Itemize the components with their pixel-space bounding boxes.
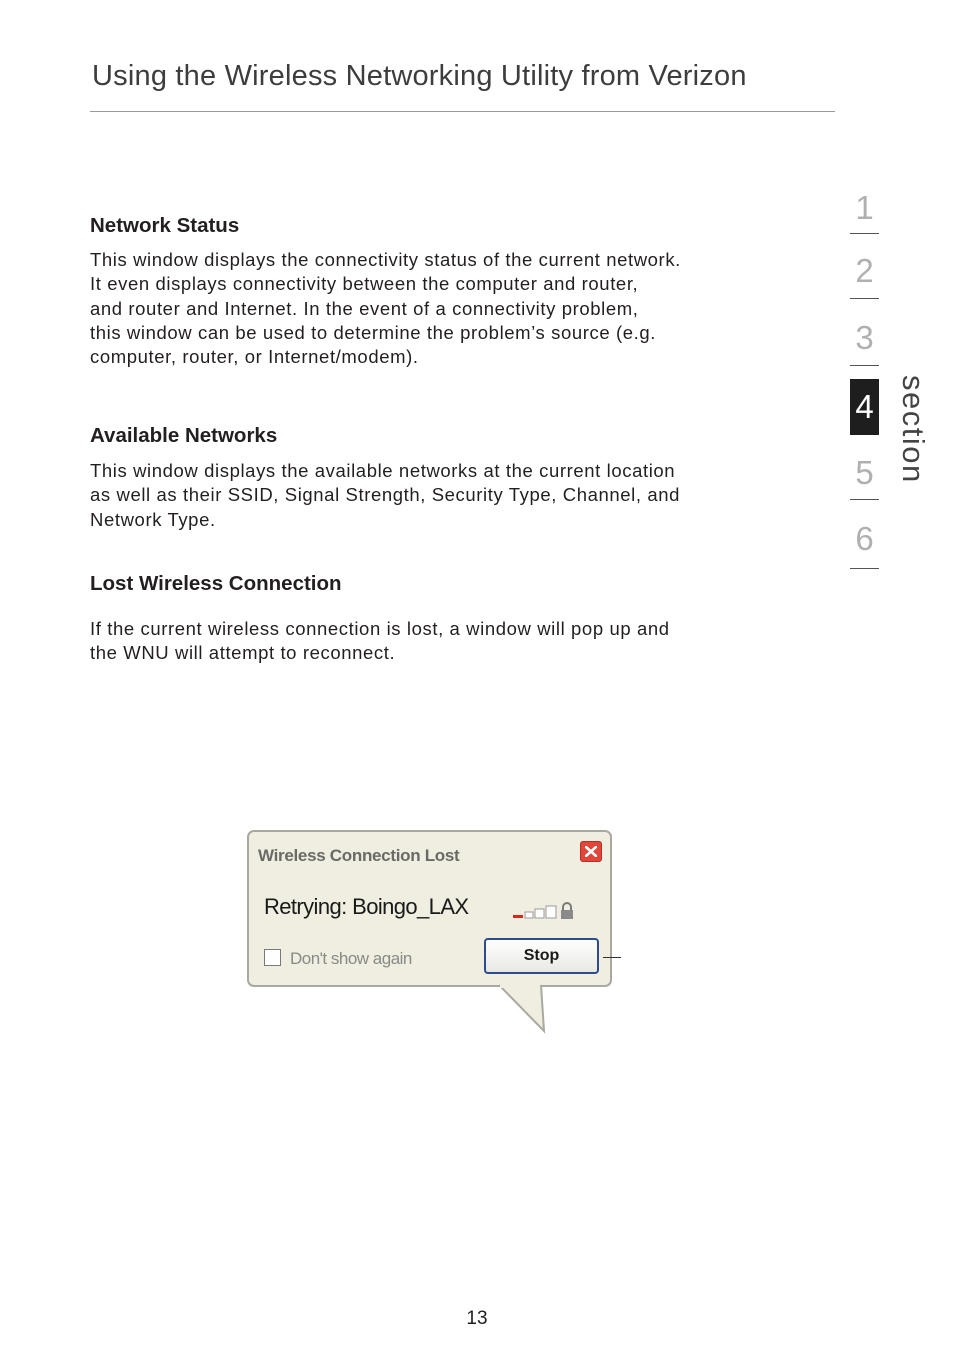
signal-strength-icon xyxy=(511,902,575,920)
section-number-2: 2 xyxy=(855,252,874,289)
section-number-5: 5 xyxy=(855,454,874,491)
text-line: This window displays the available networks at the current location xyxy=(90,460,676,481)
heading-network-status: Network Status xyxy=(90,214,240,237)
section-number-3: 3 xyxy=(855,319,874,356)
page-title: Using the Wireless Networking Utility from Verizon xyxy=(92,60,747,92)
section-divider xyxy=(850,298,879,299)
page-number: 13 xyxy=(466,1308,488,1329)
text-line: It even displays connectivity between the computer and router, xyxy=(90,273,639,295)
close-icon[interactable] xyxy=(580,841,602,862)
text-line: computer, router, or Internet/modem). xyxy=(90,346,419,368)
heading-lost-connection: Lost Wireless Connection xyxy=(90,572,342,595)
heading-available-networks: Available Networks xyxy=(90,424,278,447)
section-number-1: 1 xyxy=(855,189,874,226)
paragraph-available-networks xyxy=(90,459,790,532)
retry-status: Retrying: Boingo_LAX xyxy=(264,894,469,919)
title-divider xyxy=(90,111,835,112)
text-line: and router and Internet. In the event of a connectivity problem, xyxy=(90,297,639,319)
text-line: the WNU will attempt to reconnect. xyxy=(90,642,396,664)
section-number-6: 6 xyxy=(855,520,874,557)
section-number-4-active: 4 xyxy=(850,379,879,435)
text-line: this window can be used to determine the problem’s source (e.g. xyxy=(90,321,657,343)
section-divider xyxy=(850,233,879,234)
wireless-connection-lost-dialog xyxy=(247,830,612,987)
section-divider xyxy=(850,365,879,366)
callout-pointer xyxy=(499,984,549,1034)
stop-button[interactable]: Stop xyxy=(484,938,599,974)
section-divider xyxy=(850,568,879,569)
dont-show-again-checkbox[interactable] xyxy=(264,949,281,966)
lock-icon xyxy=(561,903,573,919)
section-divider xyxy=(850,499,879,500)
text-line: as well as their SSID, Signal Strength, Security Type, Channel, and xyxy=(90,484,681,506)
dont-show-again-label: Don't show again xyxy=(290,949,412,968)
section-label: section xyxy=(896,375,931,484)
text-line: This window displays the connectivity status of the current network. xyxy=(90,249,681,270)
callout-leader-line xyxy=(603,957,621,958)
dialog-title: Wireless Connection Lost xyxy=(258,846,460,865)
text-line: Network Type. xyxy=(90,508,216,530)
paragraph-network-status xyxy=(90,248,790,369)
text-line: If the current wireless connection is lost, a window will pop up and xyxy=(90,618,670,639)
paragraph-lost-connection xyxy=(90,617,790,666)
